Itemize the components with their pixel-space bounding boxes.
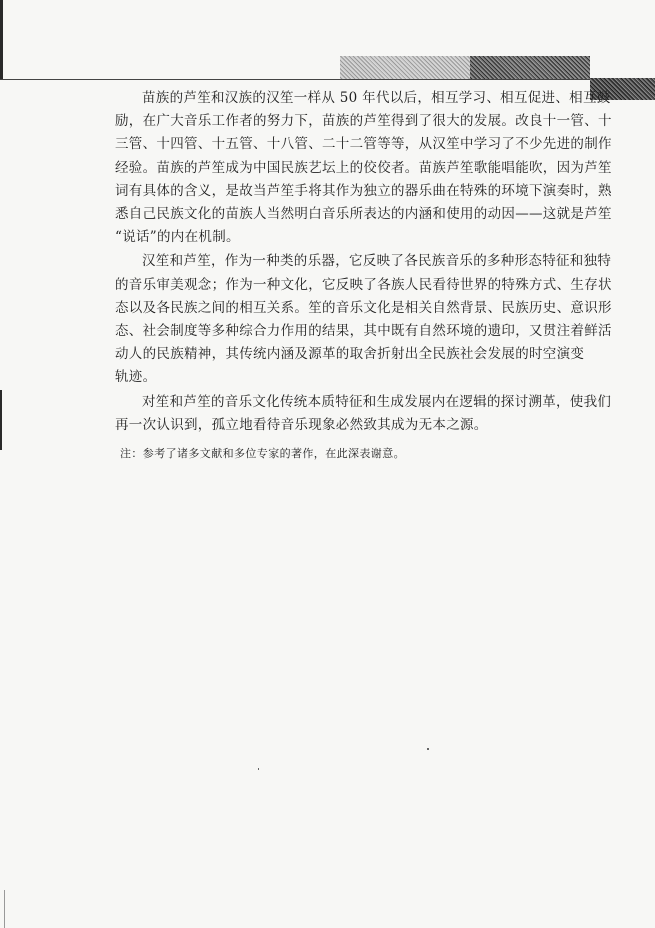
paragraph-1 — [115, 87, 612, 249]
footnote: 注：参考了诸多文献和多位专家的著作，在此深表谢意。 — [120, 447, 405, 460]
text-line: 汉笙和芦笙，作为一种类的乐器，它反映了各民族音乐的多种形态特征和独特 — [142, 253, 612, 270]
text-line: 轨迹。 — [115, 369, 157, 386]
text-line: 悉自己民族文化的苗族人当然明白音乐所表达的内涵和使用的动因——这就是芦笙 — [115, 206, 612, 223]
text-line: 对笙和芦笙的音乐文化传统本质特征和生成发展内在逻辑的探讨溯革，使我们 — [142, 393, 612, 410]
text-line: 三管、十四管、十五管、十八管、二十二管等等，从汉笙中学习了不少先进的制作 — [115, 136, 612, 153]
scan-speck — [427, 748, 429, 750]
page-edge-shadow — [0, 0, 3, 80]
text-line: “说话”的内在机制。 — [115, 229, 240, 246]
text-line: 的音乐审美观念；作为一种文化，它反映了各族人民看待世界的特殊方式、生存状 — [115, 276, 612, 293]
header-band-dark — [470, 56, 590, 79]
text-line: 态、社会制度等多种综合力作用的结果，其中既有自然环境的遗印，又贯注着鲜活 — [115, 323, 612, 340]
text-line: 苗族的芦笙和汉族的汉笙一样从 50 年代以后，相互学习、相互促进、相互鼓 — [142, 90, 611, 106]
text-line: 再一次认识到，孤立地看待音乐现象必然致其成为无本之源。 — [115, 416, 488, 433]
header-band — [340, 56, 590, 79]
body-text — [115, 87, 612, 438]
header-rule — [0, 79, 590, 80]
page-edge-shadow-lower — [0, 390, 2, 450]
text-line: 经验。苗族的芦笙成为中国民族艺坛上的佼佼者。苗族芦笙歌能唱能吹，因为芦笙 — [115, 159, 612, 176]
text-line: 励，在广大音乐工作者的努力下，苗族的芦笙得到了很大的发展。改良十一管、十 — [115, 113, 612, 130]
paragraph-2 — [115, 250, 612, 389]
scan-speck — [258, 768, 259, 770]
scan-speck — [4, 890, 5, 928]
text-line: 态以及各民族之间的相互关系。笙的音乐文化是相关自然背景、民族历史、意识形 — [115, 299, 612, 316]
paragraph-3 — [115, 391, 612, 437]
text-line: 动人的民族精神，其传统内涵及源革的取舍折射出全民族社会发展的时空演变 — [115, 346, 585, 363]
text-line: 词有具体的含义，是故当芦笙手将其作为独立的器乐曲在特殊的环境下演奏时，熟 — [115, 182, 612, 199]
